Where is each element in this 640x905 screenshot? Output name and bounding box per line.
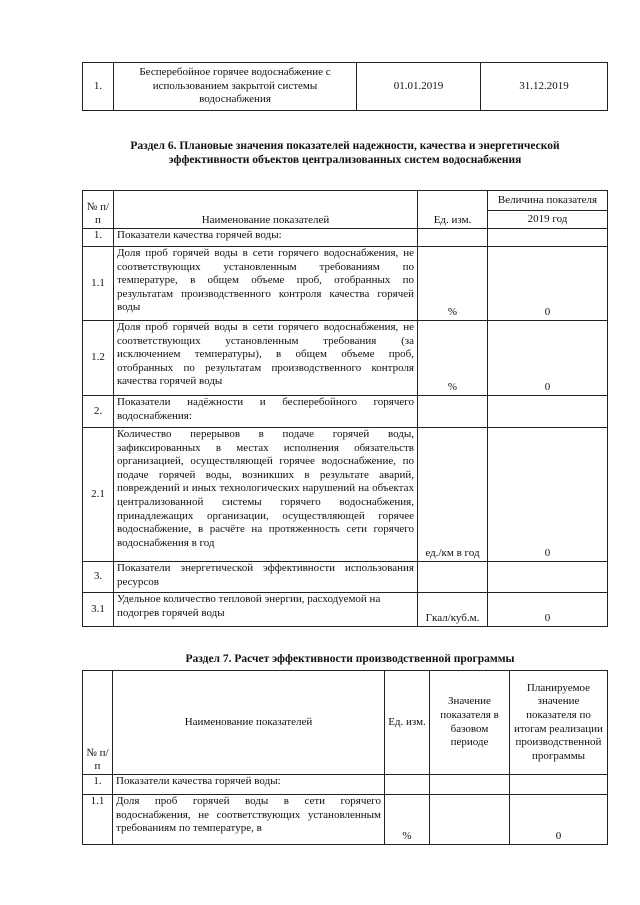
- row-unit: %: [418, 247, 488, 321]
- header-planned: Планируемое значение показателя по итогам реализации производственной программы: [510, 671, 608, 775]
- row-unit: Гкал/куб.м.: [418, 593, 488, 627]
- header-base: Значение показателя в базовом периоде: [430, 671, 510, 775]
- row-number: 2.1: [83, 428, 114, 562]
- table-row: [83, 321, 608, 396]
- row-number: 1.1: [83, 795, 113, 845]
- row-unit: [418, 229, 488, 247]
- table-row: [83, 593, 608, 627]
- start-date: 01.01.2019: [357, 63, 481, 111]
- table-row: [83, 562, 608, 593]
- row-name: Доля проб горячей воды в сети горячего водоснабжения, не соответствующих установленным требованиям по температуре, в общем объеме проб, отобранных по результатам производственного контроля качества горячей воды: [114, 247, 418, 321]
- row-value: 0: [488, 247, 608, 321]
- row-name: Бесперебойное горячее водоснабжение с использованием закрытой системы водоснабжения: [114, 63, 357, 111]
- header-number: № п/п: [83, 671, 113, 775]
- row-unit: %: [418, 321, 488, 396]
- row-number: 3.1: [83, 593, 114, 627]
- row-unit: [418, 396, 488, 428]
- section-6-title: Раздел 6. Плановые значения показателей надежности, качества и энергетической эффективности объектов централизованных систем водоснабжения: [130, 140, 560, 166]
- header-number: № п/п: [83, 191, 114, 229]
- header-name: Наименование показателей: [113, 671, 385, 775]
- row-number: 2.: [83, 396, 114, 428]
- table-row: [83, 63, 608, 111]
- table-row: [83, 229, 608, 247]
- header-unit: Ед. изм.: [418, 191, 488, 229]
- section-6-table: [82, 190, 608, 627]
- row-name: Показатели энергетической эффективности использования ресурсов: [114, 562, 418, 593]
- table-row: [83, 795, 608, 845]
- row-base: [430, 775, 510, 795]
- table-row: [83, 428, 608, 562]
- row-unit: [418, 562, 488, 593]
- section-7-table: [82, 670, 608, 845]
- row-value: [488, 396, 608, 428]
- row-unit: %: [385, 795, 430, 845]
- header-value: Величина показателя: [488, 191, 608, 211]
- header-row: [83, 671, 608, 775]
- end-date: 31.12.2019: [481, 63, 608, 111]
- row-value: 0: [488, 593, 608, 627]
- row-name: Доля проб горячей воды в сети горячего водоснабжения, не соответствующих установленным требованиям по температуре, в: [113, 795, 385, 845]
- top-table: [82, 62, 608, 111]
- row-name: Доля проб горячей воды в сети горячего водоснабжения, не соответствующих установленным требования (за исключением температуры), в общем объеме проб, отобранных по результатам производственного контроля качества горячей воды: [114, 321, 418, 396]
- header-row: [83, 191, 608, 211]
- row-name: Удельное количество тепловой энергии, расходуемой на подогрев горячей воды: [114, 593, 418, 627]
- row-planned: [510, 775, 608, 795]
- header-name: Наименование показателей: [114, 191, 418, 229]
- row-name: Количество перерывов в подаче горячей воды, зафиксированных в местах исполнения обязательств организацией, осуществляющей горячее водоснабжение, по подаче горячей воды, возникших в результате аварий, повреждений и иных технологических нарушений на объектах централизованной системы горячего водоснабжения, принадлежащих организации, осуществляющей горячее водоснабжение, в расчёте на протяженность сети горячего водоснабжения в год: [114, 428, 418, 562]
- table-row: [83, 396, 608, 428]
- row-name: Показатели качества горячей воды:: [114, 229, 418, 247]
- section-7-title: Раздел 7. Расчет эффективности производственной программы: [185, 653, 515, 665]
- row-unit: ед./км в год: [418, 428, 488, 562]
- row-value: 0: [488, 428, 608, 562]
- row-number: 1.2: [83, 321, 114, 396]
- table-row: [83, 775, 608, 795]
- row-name: Показатели качества горячей воды:: [113, 775, 385, 795]
- row-number: 1.: [83, 63, 114, 111]
- header-unit: Ед. изм.: [385, 671, 430, 775]
- row-base: [430, 795, 510, 845]
- header-year: 2019 год: [488, 211, 608, 229]
- row-unit: [385, 775, 430, 795]
- row-number: 1.1: [83, 247, 114, 321]
- row-value: 0: [488, 321, 608, 396]
- row-number: 3.: [83, 562, 114, 593]
- row-number: 1.: [83, 775, 113, 795]
- row-number: 1.: [83, 229, 114, 247]
- row-planned: 0: [510, 795, 608, 845]
- row-value: [488, 229, 608, 247]
- row-value: [488, 562, 608, 593]
- row-name: Показатели надёжности и бесперебойного горячего водоснабжения:: [114, 396, 418, 428]
- table-row: [83, 247, 608, 321]
